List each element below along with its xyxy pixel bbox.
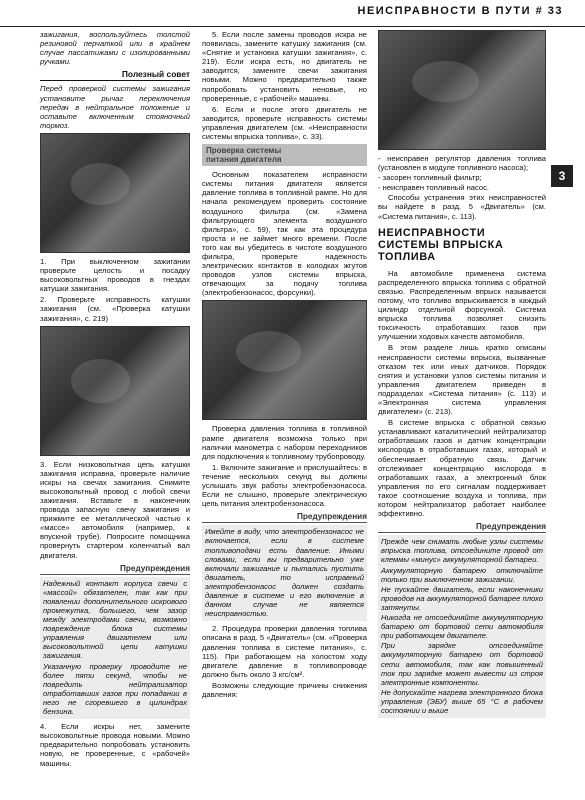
section-title-injection [378, 227, 546, 263]
warning-item: Не пускайте двигатель, если наконечники проводов на аккумуляторной батарее плохо затянуты. [381, 584, 543, 612]
injection-p1: На автомобиле применена система распределенного впрыска топлива с обратной связью. Распределенным впрыск называется потому, что топливо впрыскивается в каждый цилиндр отдельной форсункой. Система впрыска топлива позволяет снизить токсичность отработавших газов при улучшении ходовых качеств автомобиля. [378, 268, 546, 342]
injection-p3: В системе впрыска с обратной связью устанавливают каталитический нейтрализатор отработавших газов и датчик концентрации кислорода в отработавших газах, который и обеспечивает обратную связь. Датчик отслеживает концентрацию кислорода в отработавших газах, а электронный блок управления по его сигналам поддерживает такое соотношение воздуха и топлива, при котором нейтрализатор работает наиболее эффективно. [378, 418, 546, 519]
fuel-step-3: Возможны следующие причины снижения давления: [202, 680, 367, 699]
title-line-3: ТОПЛИВА [378, 250, 436, 263]
warning-item: При зарядке отсоединяйте аккумуляторную батарею от бортовой сети автомобиля, так как повышенный ток при зарядке может вывести из строя электронные компоненты. [381, 641, 543, 687]
caption-4: 4. Если искры нет, замените высоковольтные провода новыми. Можно предварительно попробовать установить новую, не проверенные, с «рабочей» машины. [40, 722, 190, 768]
list-item: - неисправен топливный насос. [378, 183, 489, 193]
warnings-box-2 [202, 525, 367, 621]
fuel-step-1: 1. Включите зажигание и прислушайтесь: в течение нескольких секунд вы должны услышать звук работы электробензонасоса. Если не слышно, проверьте электрическую цепь питания электробензонасоса. [202, 462, 367, 509]
photo-fuel-rail [378, 30, 546, 150]
column-3 [378, 30, 546, 718]
caption-3: 3. Если низковольтная цепь катушки зажигания исправна, проверьте наличие искры на свечах зажигания. Снимите высоковольтный провод с любой свечи зажигания. Вставьте в наконечник провода запасную свечу зажигания и прижмите ее металлической частью к «массе» автомобиля (например, к впускной трубе). Попросите помощника провернуть стартером коленчатый вал двигателя. [40, 459, 190, 560]
title-line-2: СИСТЕМЫ ВПРЫСКА [378, 238, 504, 251]
header-title: НЕИСПРАВНОСТИ В ПУТИ # 33 [357, 5, 563, 17]
fuel-step-2: 2. Процедура проверки давления топлива описана в разд. 5 «Двигатель» (см. «Проверка давления топлива в системе питания», с. 115). При работающем на холостом ходу двигателе давление в топливопроводе должно быть около 3 кгс/см². [202, 624, 367, 679]
warnings-box [40, 577, 190, 719]
injection-p2: В этом разделе лишь кратко описаны неисправности системы впрыска, вызванные отказом тех или иных датчиков. Порядок снятия и установки узлов системы питания и управления двигателем приведен в подразделах «Система питания» (с. 113) и «Электронная система управления двигателем» (с. 213). [378, 343, 546, 417]
section-heading-fuel [202, 144, 367, 166]
fuel-intro: Основным показателем исправности системы питания двигателя является давление топлива в топливной рампе. Но для начала рекомендуем проверить состояние воздушного фильтра (см. «Замена фильтрующего элемента воздушного фильтра», с. 59), так как эта процедура проста и не займет много времени. После того как вы убедитесь в чистоте воздушного фильтра, проверьте надежность электрических контактов в колодках жгутов проводов узлов системы впрыска, отвечающих за подачу топлива (электробензонасос, форсунки). [202, 170, 367, 298]
warning-item: Никогда не отсоединяйте аккумуляторную батарею от бортовой сети автомобиля при работающем двигателе. [381, 613, 543, 641]
tip-text: Перед проверкой системы зажигания установите рычаг переключения передач в нейтральное положение и оставьте включенным стояночный тормоз. [40, 84, 190, 130]
step-5: 5. Если после замены проводов искра не появилась, замените катушку зажигания (см. «Снятие и установка катушки зажигания», с. 219). Если искра есть, но двигатель не заводится, замените свечи зажигания новыми. Можно предварительно также попробовать установить неновые, но проверенные, с «рабочей» машины. [202, 30, 367, 103]
warnings-box-3 [378, 535, 546, 718]
title-line-1: НЕИСПРАВНОСТИ [378, 226, 486, 239]
photo-ignition-coil-wires [40, 133, 190, 253]
column-2 [202, 30, 367, 701]
warning-pump: Имейте в виду, что электробензонасос не включается, если в системе топливоподачи есть давление. Иными словами, если вы предварительно уже включали зажигание и пытались пустить двигатель, то исправный электробензонасос должен создать давление в системе и его включение в данном случае не является неисправностью. [205, 527, 364, 619]
caption-2: 2. Проверьте исправность катушки зажигания (см. «Проверка катушки зажигания», с. 219) [40, 295, 190, 323]
page-header [0, 0, 585, 24]
section-heading-line-1: Проверка системы [206, 146, 282, 156]
column-1 [40, 30, 190, 770]
gauge-caption: Проверка давления топлива в топливной рампе двигателя возможна только при наличии манометра с набором переходников для подключения к топливному трубопроводу. [202, 424, 367, 461]
section-heading-line-2: питания двигателя [206, 155, 282, 165]
header-rule [0, 26, 585, 27]
warnings-heading-3: Предупреждения [378, 522, 546, 533]
photo-spark-plug-check [40, 326, 190, 456]
repair-note: Способы устранения этих неисправностей вы найдете в разд. 5 «Двигатель» (см. «Система питания», с. 113). [378, 193, 546, 221]
intro-italic: зажигания, воспользуйтесь толстой резиновой перчаткой или в крайнем случае пассатижами с изолированными ручками. [40, 30, 190, 67]
tip-heading: Полезный совет [40, 70, 190, 81]
photo-pressure-gauge [202, 300, 367, 420]
caption-1: 1. При выключенном зажигании проверьте целость и посадку высоковольтных проводов в гнездах катушки зажигания. [40, 256, 190, 294]
warning-item: Аккумуляторную батарею отключайте только при выключенном зажигании. [381, 565, 543, 584]
warning-1: Надежный контакт корпуса свечи с «массой» обязателен, так как при появлении дополнительного искрового промежутка, большего, чем зазор между электродами свечи, возможно повреждение блока системы управления двигателем или высоковольтной цепи катушки зажигания. [43, 578, 187, 661]
warnings-heading-2: Предупреждения [202, 512, 367, 523]
warning-item: Не допускайте нагрева электронного блока управления (ЭБУ) выше 65 °С в рабочем состоянии и выше [381, 687, 543, 715]
warnings-heading: Предупреждения [40, 564, 190, 575]
chapter-tab: 3 [551, 165, 573, 187]
warning-2: Указанную проверку проводите не более пяти секунд, чтобы не повредить нейтрализатор отработавших газов при попадании в него не сгоревшего в цилиндрах бензина. [43, 661, 187, 717]
list-item: - неисправен регулятор давления топлива (установлен в модуле топливного насоса); [378, 154, 546, 173]
warning-item: Прежде чем снимать любые узлы системы впрыска топлива, отсоедините провод от клеммы «минус» аккумуляторной батареи. [381, 537, 543, 565]
list-item: - засорен топливный фильтр; [378, 173, 482, 183]
step-6: 6. Если и после этого двигатель не заводится, проверьте исправность системы управления двигателем (см. «Неисправности системы впрыска топлива», с. 33). [202, 104, 367, 142]
